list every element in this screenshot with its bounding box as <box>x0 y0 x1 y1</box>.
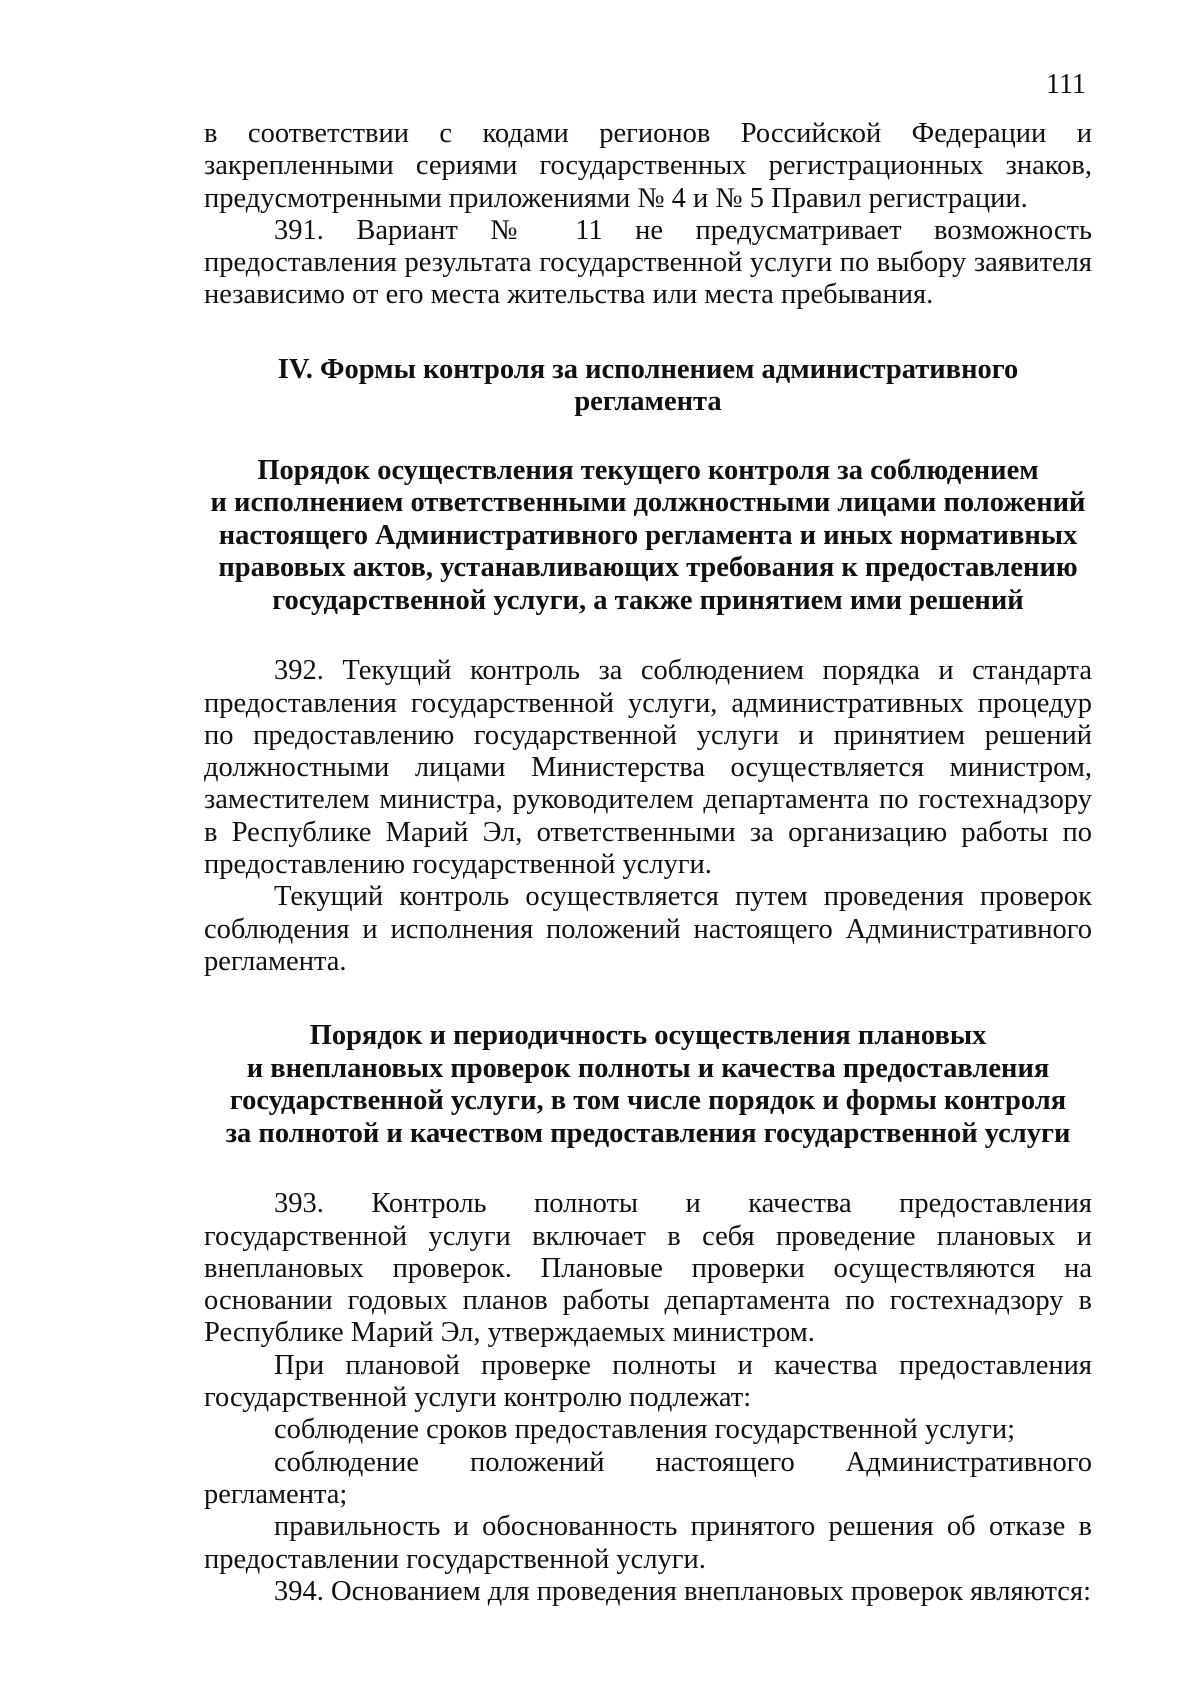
current-control-heading-line-4: правовых актов, устанавливающих требования к предоставлению <box>218 552 1078 584</box>
inspections-heading-line-1: Порядок и периодичность осуществления плановых <box>309 1020 987 1052</box>
vertical-space <box>204 1150 1092 1188</box>
current-control-heading-line-1: Порядок осуществления текущего контроля за соблюдением <box>257 454 1039 486</box>
inspections-heading-line-2: и внеплановых проверок полноты и качества предоставления <box>246 1052 1050 1084</box>
current-control-heading <box>204 455 1092 618</box>
paragraph-current-control-method: Текущий контроль осуществляется путем проведения проверок соблюдения и исполнения положений настоящего Административного регламента. <box>204 881 1092 977</box>
vertical-space <box>204 978 1092 1020</box>
current-control-heading-line-3: настоящего Административного регламента и иных нормативных <box>218 519 1078 551</box>
paragraph-394: 394. Основанием для проведения внеплановых проверок являются: <box>274 1575 1091 1607</box>
current-control-heading-line-5: государственной услуги, а также принятием ими решений <box>272 584 1024 616</box>
paragraph-registration-codes: в соответствии с кодами регионов Российской Федерации и закрепленными сериями государственных регистрационных знаков, предусмотренными приложениями № 4 и № 5 Правил регистрации. <box>204 118 1092 214</box>
paragraph-391: 391. Вариант № 11 не предусматривает возможность предоставления результата государственной услуги по выбору заявителя независимо от его места жительства или места пребывания. <box>204 214 1092 311</box>
vertical-space <box>204 617 1092 655</box>
paragraph-planned-check: При плановой проверке полноты и качества предоставления государственной услуги контролю подлежат: <box>204 1349 1092 1414</box>
paragraph-392: 392. Текущий контроль за соблюдением порядка и стандарта предоставления государственной услуги, административных процедур по предоставлению государственной услуги и принятием решений должностными лицами Министерства осуществляется министром, заместителем министра, руководителем департамента по гостехнадзору в Республике Марий Эл, ответственными за организацию работы по предоставлению государственной услуги. <box>204 655 1092 881</box>
paragraph-refusal-validity: правильность и обоснованность принятого решения об отказе в предоставлении государственной услуги. <box>204 1511 1092 1575</box>
document-body <box>204 118 1092 1608</box>
vertical-space <box>204 419 1092 455</box>
paragraph-deadline-compliance: соблюдение сроков предоставления государственной услуги; <box>274 1414 1016 1446</box>
inspections-heading-line-3: государственной услуги, в том числе порядок и формы контроля <box>229 1085 1067 1117</box>
inspections-heading <box>204 1020 1092 1150</box>
page-number: 111 <box>1046 69 1086 100</box>
section-iv-heading-line-1: IV. Формы контроля за исполнением административного <box>277 353 1019 385</box>
paragraph-regulation-compliance: соблюдение положений настоящего Административного регламента; <box>204 1446 1092 1510</box>
paragraph-393: 393. Контроль полноты и качества предоставления государственной услуги включает в себя проведение плановых и внеплановых проверок. Плановые проверки осуществляются на основании годовых планов работы департамента по гостехнадзору в Республике Марий Эл, утверждаемых министром. <box>204 1188 1092 1349</box>
section-iv-heading-line-2: регламента <box>574 386 722 418</box>
section-iv-heading <box>204 354 1092 419</box>
current-control-heading-line-2: и исполнением ответственными должностными лицами положений <box>210 487 1086 519</box>
inspections-heading-line-4: за полнотой и качеством предоставления государственной услуги <box>225 1117 1071 1149</box>
vertical-space <box>204 312 1092 354</box>
